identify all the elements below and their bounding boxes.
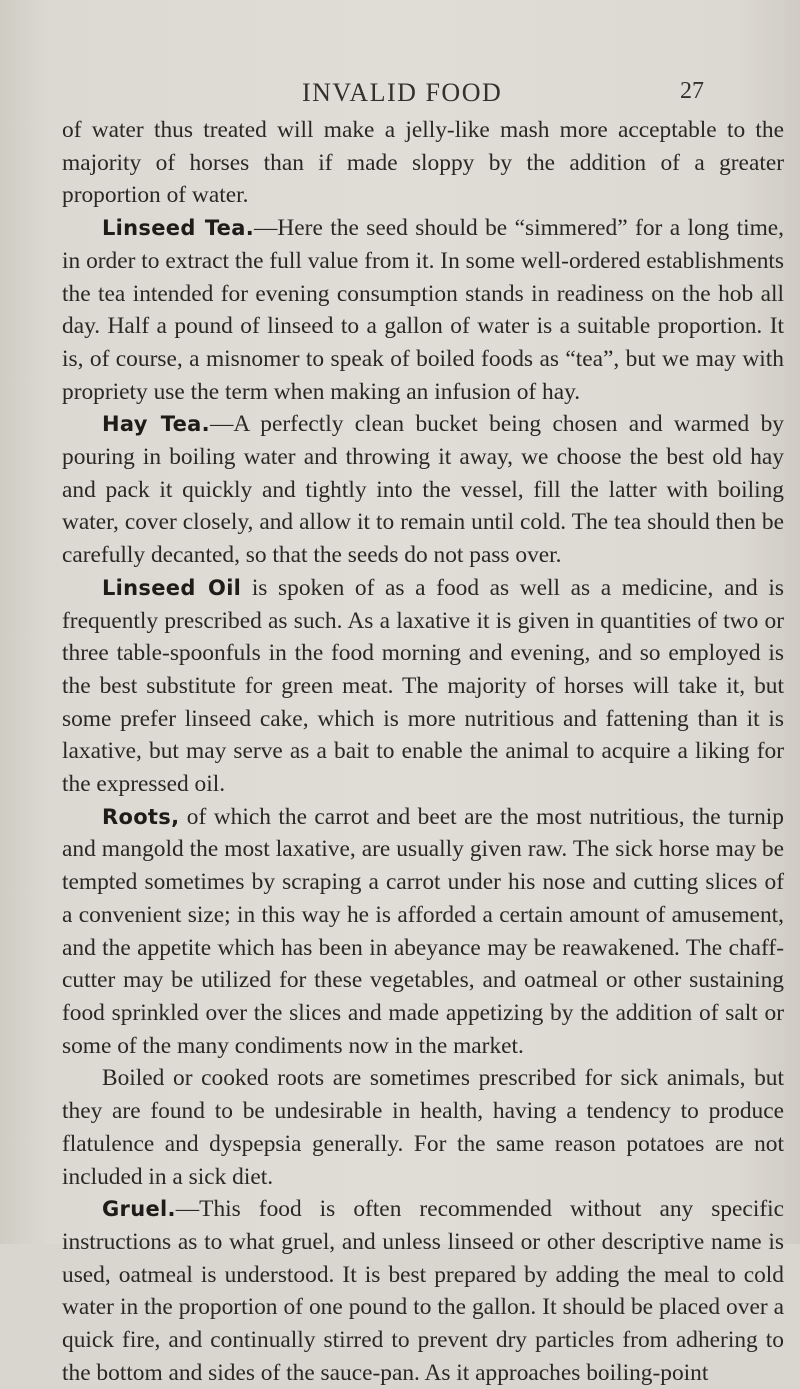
paragraph-roots [62, 801, 784, 1063]
section-heading-gruel: Gruel. [102, 1197, 176, 1222]
section-heading-linseed-tea: Linseed Tea. [102, 216, 254, 241]
paragraph-linseed-oil [62, 572, 784, 801]
paragraph-boiled-roots [62, 1062, 784, 1193]
paragraph-text: —Here the seed should be “simmered” for a long time, in order to extract the full value from it. In some well-ordered establishments the tea intended for evening consumption stands in readiness on the hob all day. Half a pound of linseed to a gallon of water is a suitable proportion. It is, of course, a misnomer to speak of boiled foods as “tea”, but we may with propriety use the term when making an infusion of hay. [62, 215, 784, 405]
paragraph-text: Boiled or cooked roots are sometimes prescribed for sick animals, but they are found to be undesirable in health, having a tendency to produce flatulence and dyspepsia generally. For the same reason potatoes are not included in a sick diet. [62, 1065, 784, 1190]
paragraph-text: of water thus treated will make a jelly-like mash more acceptable to the majority of horses than if made sloppy by the addition of a greater proportion of water. [62, 117, 784, 209]
page-number: 27 [680, 78, 704, 104]
paragraph-linseed-tea [62, 212, 784, 408]
section-heading-linseed-oil: Linseed Oil [102, 575, 242, 600]
paragraph-text: —This food is often recommended without any specific instructions as to what gruel, and unless linseed or other descriptive name is used, oatmeal is understood. It is best prepared by adding the meal to cold water in the proportion of one pound to the gallon. It should be placed over a quick fire, and continually stirred to prevent dry particles from adhering to the bottom and sides of the sauce-pan. As it approaches boiling-point [62, 1196, 784, 1386]
body-text [62, 114, 784, 1389]
paragraph-text: —A perfectly clean bucket being chosen and warmed by pouring in boiling water and throwing it away, we choose the best old hay and pack it quickly and tightly into the vessel, fill the latter with boiling water, cover closely, and allow it to remain until cold. The tea should then be carefully decanted, so that the seeds do not pass over. [62, 411, 784, 569]
paragraph-gruel [62, 1193, 784, 1389]
paragraph-text: is spoken of as a food as well as a medicine, and is frequently prescribed as such. As a laxative it is given in quantities of two or three table-spoonfuls in the food morning and evening, and so employed is the best substitute for green meat. The majority of horses will take it, but some prefer linseed cake, which is more nutritious and fattening than it is laxative, but may serve as a bait to enable the animal to acquire a liking for the expressed oil. [62, 574, 784, 798]
section-heading-hay-tea: Hay Tea. [102, 412, 210, 437]
section-heading-roots: Roots, [102, 804, 180, 829]
paragraph-text: of which the carrot and beet are the most nutritious, the turnip and mangold the most laxative, are usually given raw. The sick horse may be tempted sometimes by scraping a carrot under his nose and cutting slices of a convenient size; in this way he is afforded a certain amount of amusement, and the appetite which has been in abeyance may be reawakened. The chaff-cutter may be utilized for these vegetables, and oatmeal or other sustaining food sprinkled over the slices and made appetizing by the addition of salt or some of the many condiments now in the market. [62, 803, 784, 1059]
running-head [0, 78, 800, 108]
running-title: INVALID FOOD [302, 78, 503, 107]
paragraph-continuation [62, 114, 784, 212]
paragraph-hay-tea [62, 408, 784, 572]
